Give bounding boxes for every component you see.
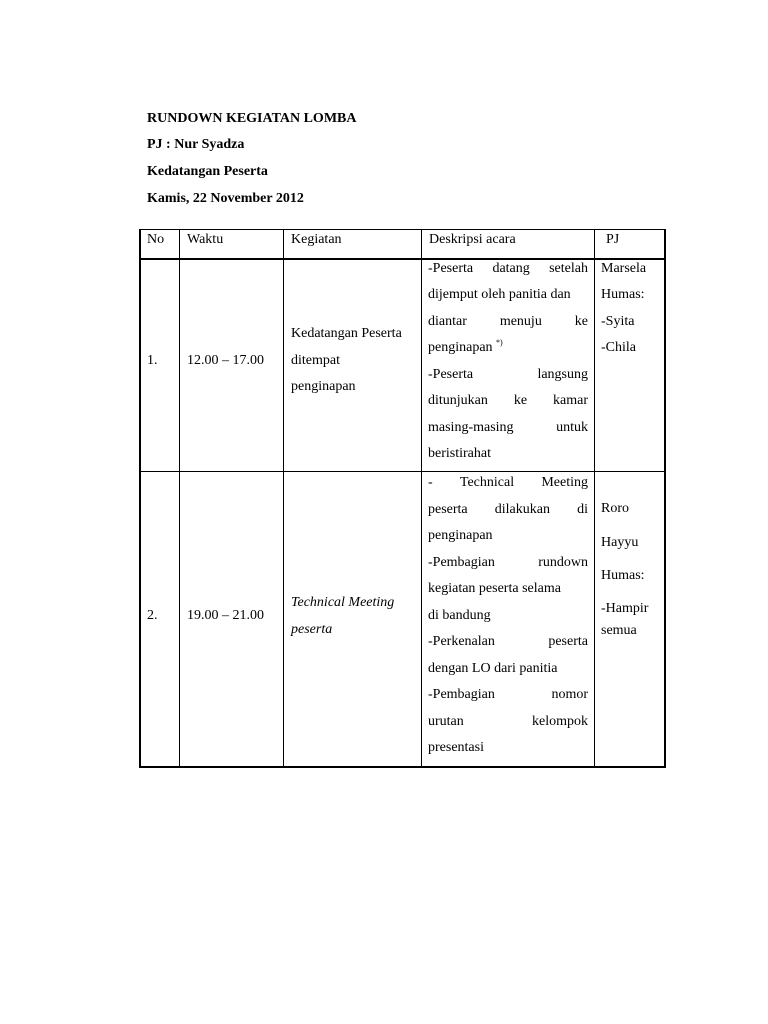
row2-pj-line: Humas: <box>601 568 645 583</box>
header-no: No <box>147 232 165 247</box>
table-border-right <box>664 229 666 768</box>
pj-line: PJ : Nur Syadza <box>147 137 245 152</box>
row1-desc-line: -Peserta langsung <box>428 367 588 382</box>
table-col-divider <box>594 229 595 768</box>
table-col-divider <box>421 229 422 768</box>
row2-pj-line: Roro <box>601 501 629 516</box>
row2-desc-line: penginapan <box>428 528 493 543</box>
row1-kegiatan-line: Kedatangan Peserta <box>291 326 402 341</box>
row2-desc-line: peserta dilakukan di <box>428 502 588 517</box>
row1-desc-line: masing-masing untuk <box>428 420 588 435</box>
row1-pj-line: Marsela <box>601 261 647 276</box>
row1-desc-line: dijemput oleh panitia dan <box>428 287 571 302</box>
date-line: Kamis, 22 November 2012 <box>147 191 304 206</box>
row2-desc-line: -Perkenalan peserta <box>428 634 588 649</box>
row1-desc-line: penginapan *) <box>428 338 503 355</box>
row2-pj-line: semua <box>601 623 637 638</box>
row1-no: 1. <box>147 353 158 368</box>
footnote-marker: *) <box>496 338 503 347</box>
header-deskripsi: Deskripsi acara <box>429 232 516 247</box>
row1-kegiatan-line: ditempat <box>291 353 340 368</box>
row2-desc-line: kegiatan peserta selama <box>428 581 561 596</box>
row2-desc-line: dengan LO dari panitia <box>428 661 558 676</box>
row1-waktu: 12.00 – 17.00 <box>187 353 264 368</box>
row2-kegiatan-line: Technical Meeting <box>291 595 395 610</box>
table-border-top <box>139 229 666 230</box>
row1-desc-line: beristirahat <box>428 446 491 461</box>
subtitle: Kedatangan Peserta <box>147 164 268 179</box>
row1-pj-line: Humas: <box>601 287 645 302</box>
document-title: RUNDOWN KEGIATAN LOMBA <box>147 111 357 126</box>
header-kegiatan: Kegiatan <box>291 232 342 247</box>
row2-desc-line: di bandung <box>428 608 491 623</box>
table-border-left <box>139 229 141 768</box>
row2-pj-line: -Hampir <box>601 601 649 616</box>
row2-desc-line: urutan kelompok <box>428 714 588 729</box>
row2-kegiatan-line: peserta <box>291 622 333 637</box>
row2-pj-line: Hayyu <box>601 535 639 550</box>
row2-desc-line: -Pembagian rundown <box>428 555 588 570</box>
header-pj: PJ <box>606 232 620 247</box>
row1-desc-line: -Peserta datang setelah <box>428 261 588 276</box>
header-waktu: Waktu <box>187 232 224 247</box>
table-col-divider <box>283 229 284 768</box>
table-row-divider <box>139 471 666 472</box>
row1-kegiatan-line: penginapan <box>291 379 356 394</box>
row2-desc-line: -Pembagian nomor <box>428 687 588 702</box>
row1-desc-line: diantar menuju ke <box>428 314 588 329</box>
row2-desc-line: presentasi <box>428 740 484 755</box>
row1-pj-line: -Chila <box>601 340 636 355</box>
table-col-divider <box>179 229 180 768</box>
row2-desc-line: - Technical Meeting <box>428 475 588 490</box>
row2-waktu: 19.00 – 21.00 <box>187 608 264 623</box>
row1-desc-line: ditunjukan ke kamar <box>428 393 588 408</box>
row1-pj-line: -Syita <box>601 314 635 329</box>
table-header-divider <box>139 258 666 260</box>
table-border-bottom <box>139 766 666 768</box>
row2-no: 2. <box>147 608 158 623</box>
